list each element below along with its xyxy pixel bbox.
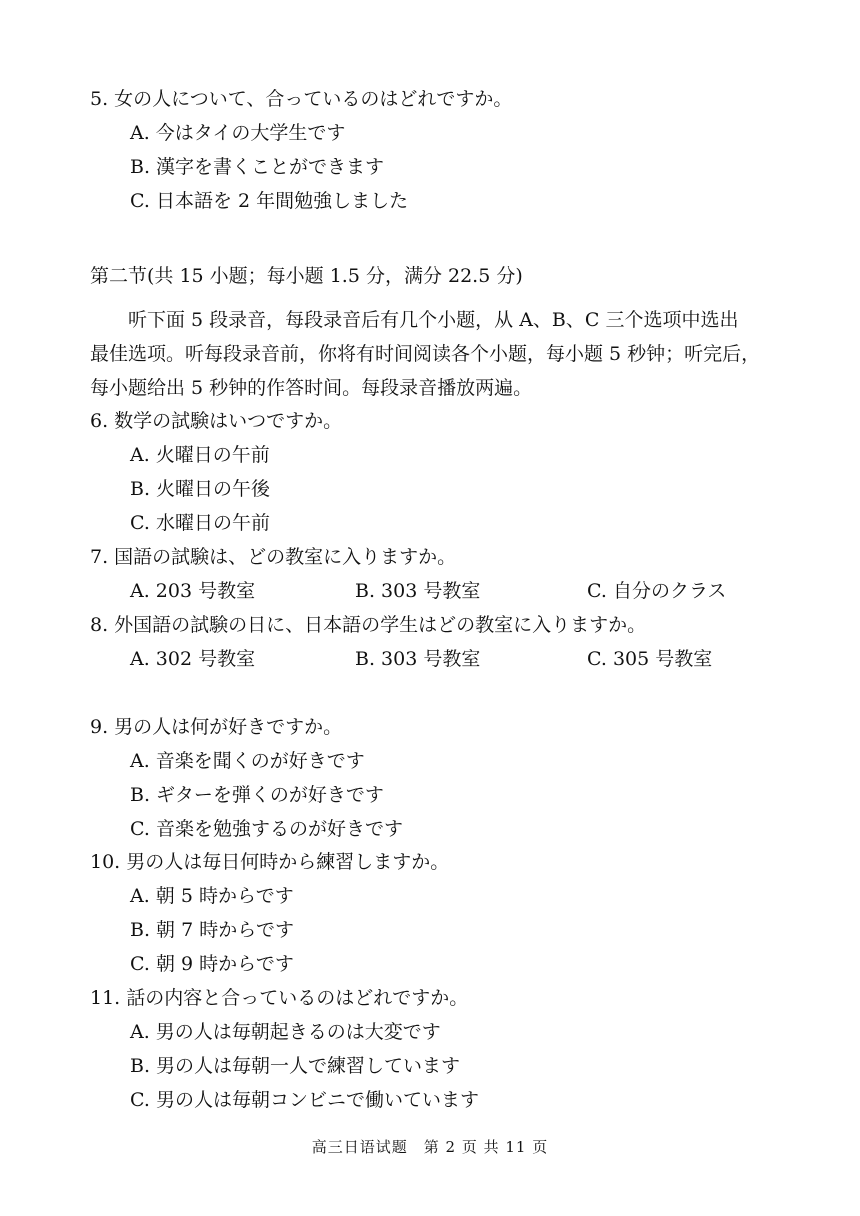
question-8-option-a: A. 302 号教室 bbox=[130, 648, 256, 670]
question-6-option-b: B. 火曜日の午後 bbox=[130, 478, 271, 500]
question-10-stem: 10. 男の人は毎日何時から練習しますか。 bbox=[90, 851, 450, 873]
question-11-stem: 11. 話の内容と合っているのはどれですか。 bbox=[90, 987, 469, 1009]
section-2-instruction-line-3: 每小题给出 5 秒钟的作答时间。每段录音播放两遍。 bbox=[90, 377, 533, 399]
question-5-stem: 5. 女の人について、合っているのはどれですか。 bbox=[90, 88, 513, 110]
question-8-stem: 8. 外国語の試験の日に、日本語の学生はどの教室に入りますか。 bbox=[90, 614, 647, 636]
question-11-option-a: A. 男の人は毎朝起きるのは大変です bbox=[130, 1021, 441, 1043]
question-7-option-b: B. 303 号教室 bbox=[355, 580, 481, 602]
question-5-option-c: C. 日本語を 2 年間勉強しました bbox=[130, 190, 409, 212]
question-9-option-c: C. 音楽を勉強するのが好きです bbox=[130, 818, 403, 840]
question-7-option-a: A. 203 号教室 bbox=[130, 580, 256, 602]
question-11-option-c: C. 男の人は毎朝コンビニで働いています bbox=[130, 1089, 479, 1111]
question-11-option-b: B. 男の人は毎朝一人で練習しています bbox=[130, 1055, 461, 1077]
question-8-option-b: B. 303 号教室 bbox=[355, 648, 481, 670]
question-9-option-b: B. ギターを弾くのが好きです bbox=[130, 784, 384, 806]
section-2-instruction-line-1: 听下面 5 段录音，每段录音后有几个小题，从 A、B、C 三个选项中选出 bbox=[128, 309, 739, 331]
section-2-instruction-line-2: 最佳选项。听每段录音前，你将有时间阅读各个小题，每小题 5 秒钟；听完后， bbox=[90, 343, 761, 365]
question-6-option-a: A. 火曜日の午前 bbox=[130, 444, 270, 466]
question-8-option-c: C. 305 号教室 bbox=[587, 648, 713, 670]
question-10-option-b: B. 朝 7 時からです bbox=[130, 919, 295, 941]
question-6-option-c: C. 水曜日の午前 bbox=[130, 512, 270, 534]
question-7-stem: 7. 国語の試験は、どの教室に入りますか。 bbox=[90, 546, 457, 568]
question-6-stem: 6. 数学の試験はいつですか。 bbox=[90, 410, 343, 432]
question-10-option-c: C. 朝 9 時からです bbox=[130, 953, 294, 975]
question-9-option-a: A. 音楽を聞くのが好きです bbox=[130, 750, 365, 772]
question-5-option-b: B. 漢字を書くことができます bbox=[130, 156, 385, 178]
question-7-option-c: C. 自分のクラス bbox=[587, 580, 727, 602]
question-9-stem: 9. 男の人は何が好きですか。 bbox=[90, 716, 343, 738]
page-footer: 高三日语试题 第 2 页 共 11 页 bbox=[311, 1138, 549, 1156]
section-2-heading: 第二节(共 15 小题；每小题 1.5 分，满分 22.5 分) bbox=[90, 265, 523, 287]
question-5-option-a: A. 今はタイの大学生です bbox=[130, 122, 346, 144]
question-10-option-a: A. 朝 5 時からです bbox=[130, 885, 294, 907]
